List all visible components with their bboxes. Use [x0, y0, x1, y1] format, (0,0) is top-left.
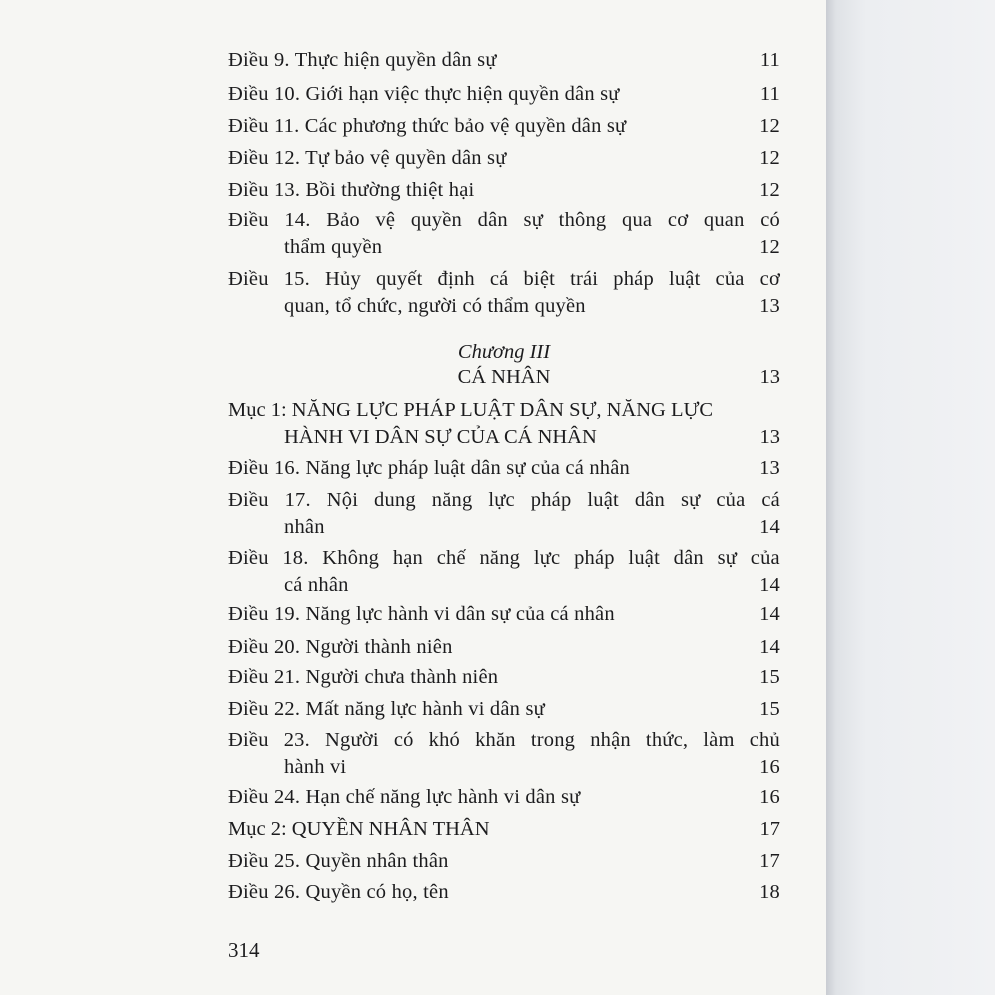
toc-entry-title: Điều 24. Hạn chế năng lực hành vi dân sự	[228, 786, 581, 808]
toc-page-number: 17	[759, 850, 780, 872]
page-folio-number: 314	[228, 938, 260, 962]
toc-entry-title: Điều 25. Quyền nhân thân	[228, 850, 449, 872]
toc-entry	[228, 727, 780, 781]
toc-page-number: 14	[759, 603, 780, 625]
section-entry	[228, 397, 780, 451]
toc-page-number: 13	[759, 366, 780, 388]
toc-entry-title-line2: thẩm quyền	[284, 236, 383, 258]
toc-entry	[228, 487, 780, 541]
toc-entry	[228, 879, 780, 906]
toc-entry-title-line1: Điều 14. Bảo vệ quyền dân sự thông qua cơ quan có	[228, 209, 780, 231]
toc-entry	[228, 848, 780, 875]
toc-page-number: 12	[759, 147, 780, 169]
toc-page-number: 13	[759, 457, 780, 479]
toc-entry-title: Điều 11. Các phương thức bảo vệ quyền dân sự	[228, 115, 627, 137]
toc-page-number: 11	[759, 83, 780, 105]
chapter-title: CÁ NHÂN	[457, 366, 551, 388]
toc-entry-title: Điều 20. Người thành niên	[228, 636, 453, 658]
toc-entry-title: Điều 9. Thực hiện quyền dân sự	[228, 49, 497, 71]
toc-page-number: 11	[759, 49, 780, 71]
toc-page-number: 15	[759, 666, 780, 688]
toc-entry	[228, 145, 780, 172]
toc-entry	[228, 81, 780, 108]
toc-entry-title-line1: Điều 23. Người có khó khăn trong nhận thức, làm chủ	[228, 729, 780, 751]
toc-entry-title: Điều 19. Năng lực hành vi dân sự của cá nhân	[228, 603, 615, 625]
chapter-label: Chương III	[457, 341, 551, 363]
toc-entry-title-line2: hành vi	[284, 756, 347, 778]
toc-entry-title-line1: Điều 18. Không hạn chế năng lực pháp luật dân sự của	[228, 547, 780, 569]
toc-page-number: 12	[759, 115, 780, 137]
toc-page-number: 16	[759, 786, 780, 808]
toc-page-number: 14	[759, 574, 780, 596]
toc-entry-title: Điều 22. Mất năng lực hành vi dân sự	[228, 698, 545, 720]
toc-page-number: 12	[759, 236, 780, 258]
toc-entry-title: Điều 12. Tự bảo vệ quyền dân sự	[228, 147, 507, 169]
toc-entry-title-line1: Điều 15. Hủy quyết định cá biệt trái pháp luật của cơ	[228, 268, 780, 290]
toc-entry	[228, 784, 780, 811]
toc-page-number: 14	[759, 516, 780, 538]
toc-entry	[228, 455, 780, 482]
toc-entry	[228, 545, 780, 599]
toc-page-number: 18	[759, 881, 780, 903]
toc-page-number: 15	[759, 698, 780, 720]
toc-entry	[228, 207, 780, 261]
section-title-line2: HÀNH VI DÂN SỰ CỦA CÁ NHÂN	[284, 426, 597, 448]
toc-entry-title-line2: cá nhân	[284, 574, 349, 596]
toc-page-number: 14	[759, 636, 780, 658]
toc-entry	[228, 696, 780, 723]
toc-entry-title: Điều 10. Giới hạn việc thực hiện quyền dân sự	[228, 83, 620, 105]
toc-entry-title: Điều 26. Quyền có họ, tên	[228, 881, 449, 903]
toc-entry-title: Điều 16. Năng lực pháp luật dân sự của cá nhân	[228, 457, 631, 479]
toc-entry-title-line2: nhân	[284, 516, 325, 538]
toc-page-number: 17	[759, 818, 780, 840]
toc-entry-title-line2: quan, tổ chức, người có thẩm quyền	[284, 295, 586, 317]
chapter-title-entry	[228, 364, 780, 391]
toc-entry	[228, 177, 780, 204]
toc-page-number: 16	[759, 756, 780, 778]
section-title-line1: Mục 1: NĂNG LỰC PHÁP LUẬT DÂN SỰ, NĂNG LỰC	[228, 399, 714, 421]
toc-page-number: 12	[759, 179, 780, 201]
toc-entry-title: Điều 13. Bồi thường thiệt hại	[228, 179, 475, 201]
toc-entry	[228, 113, 780, 140]
toc-entry-title: Điều 21. Người chưa thành niên	[228, 666, 499, 688]
toc-entry	[228, 47, 780, 74]
toc-page-number: 13	[759, 426, 780, 448]
section-entry	[228, 816, 780, 843]
page-edge-shadow	[826, 0, 995, 995]
toc-page-number: 13	[759, 295, 780, 317]
toc-entry	[228, 266, 780, 320]
toc-entry	[228, 664, 780, 691]
toc-entry	[228, 601, 780, 628]
section-title: Mục 2: QUYỀN NHÂN THÂN	[228, 818, 490, 840]
toc-entry-title-line1: Điều 17. Nội dung năng lực pháp luật dân sự của cá	[228, 489, 780, 511]
toc-entry	[228, 634, 780, 661]
